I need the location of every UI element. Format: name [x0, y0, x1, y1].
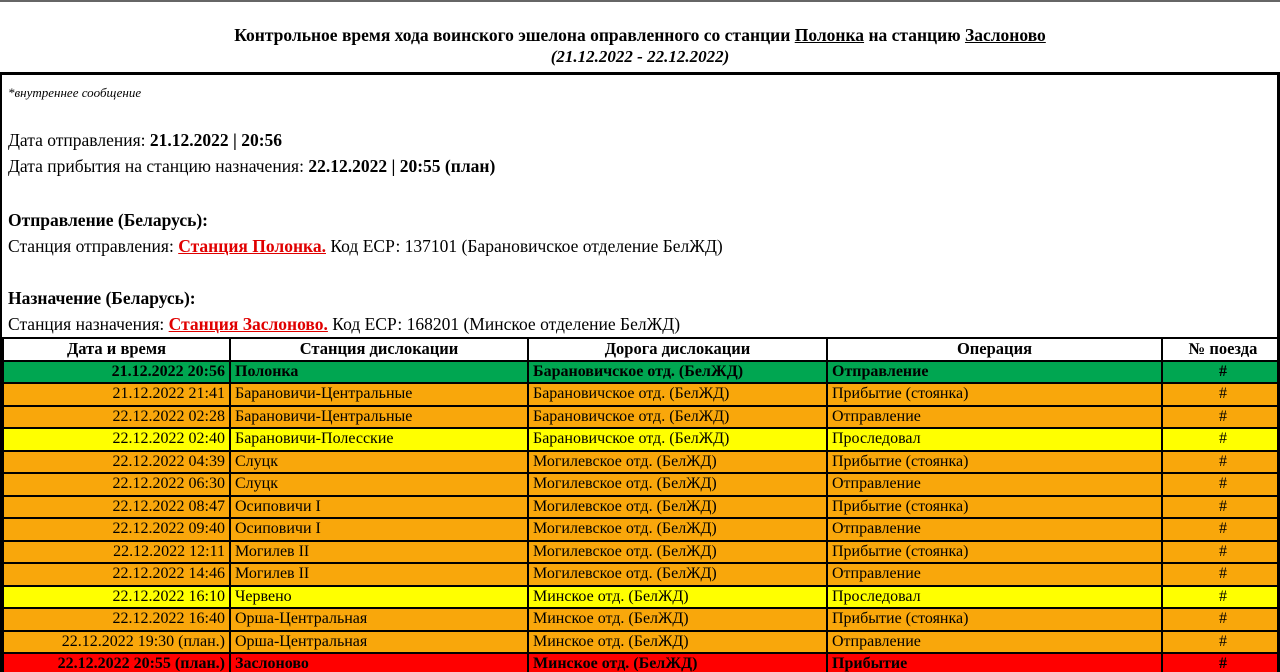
cell-operation: Отправление — [827, 631, 1162, 654]
title-prefix: Контрольное время хода воинского эшелона оправленного со станции — [234, 25, 795, 45]
cell-operation: Прибытие (стоянка) — [827, 541, 1162, 564]
cell-road: Могилевское отд. (БелЖД) — [528, 473, 827, 496]
cell-road: Могилевское отд. (БелЖД) — [528, 496, 827, 519]
cell-datetime: 21.12.2022 20:56 — [3, 361, 230, 384]
cell-datetime: 22.12.2022 12:11 — [3, 541, 230, 564]
cell-train-number: # — [1162, 518, 1280, 541]
cell-station: Могилев II — [230, 541, 528, 564]
table-row — [3, 586, 1280, 609]
cell-operation: Отправление — [827, 518, 1162, 541]
cell-road: Минское отд. (БелЖД) — [528, 653, 827, 672]
cell-road: Минское отд. (БелЖД) — [528, 586, 827, 609]
cell-road: Барановичское отд. (БелЖД) — [528, 406, 827, 429]
cell-train-number: # — [1162, 608, 1280, 631]
cell-operation: Прибытие — [827, 653, 1162, 672]
destination-station-label: Станция назначения: — [8, 314, 169, 334]
cell-train-number: # — [1162, 451, 1280, 474]
table-row — [3, 428, 1280, 451]
table-row — [3, 653, 1280, 672]
arrival-date-label: Дата прибытия на станцию назначения: — [8, 156, 309, 176]
origin-station-details: Код ЕСР: 137101 (Барановичское отделение БелЖД) — [326, 236, 723, 256]
table-row — [3, 496, 1280, 519]
cell-train-number: # — [1162, 586, 1280, 609]
cell-datetime: 22.12.2022 08:47 — [3, 496, 230, 519]
cell-datetime: 22.12.2022 20:55 (план.) — [3, 653, 230, 672]
departure-date-label: Дата отправления: — [8, 130, 150, 150]
cell-train-number: # — [1162, 563, 1280, 586]
internal-note: *внутреннее сообщение — [8, 85, 142, 100]
origin-station-link[interactable]: Станция Полонка. — [178, 236, 326, 256]
header-road: Дорога дислокации — [528, 338, 827, 361]
cell-station: Слуцк — [230, 451, 528, 474]
cell-road: Могилевское отд. (БелЖД) — [528, 518, 827, 541]
cell-operation: Прибытие (стоянка) — [827, 383, 1162, 406]
cell-train-number: # — [1162, 653, 1280, 672]
cell-road: Минское отд. (БелЖД) — [528, 631, 827, 654]
cell-station: Барановичи-Центральные — [230, 406, 528, 429]
table-row — [3, 631, 1280, 654]
arrival-date-value: 22.12.2022 | 20:55 (план) — [308, 156, 496, 176]
cell-operation: Прибытие (стоянка) — [827, 451, 1162, 474]
cell-station: Слуцк — [230, 473, 528, 496]
destination-station-link[interactable]: Станция Заслоново. — [168, 314, 328, 334]
cell-station: Орша-Центральная — [230, 631, 528, 654]
table-row — [3, 518, 1280, 541]
table-row — [3, 406, 1280, 429]
origin-station-line — [8, 233, 1277, 259]
cell-datetime: 22.12.2022 02:40 — [3, 428, 230, 451]
title-origin-station: Полонка — [794, 25, 865, 45]
cell-station: Барановичи-Полесские — [230, 428, 528, 451]
table-row — [3, 383, 1280, 406]
title-date-range: (21.12.2022 - 22.12.2022) — [550, 47, 730, 66]
cell-station: Полонка — [230, 361, 528, 384]
cell-train-number: # — [1162, 541, 1280, 564]
cell-datetime: 22.12.2022 19:30 (план.) — [3, 631, 230, 654]
report-body — [0, 72, 1280, 672]
cell-station: Червено — [230, 586, 528, 609]
cell-operation: Проследовал — [827, 586, 1162, 609]
cell-train-number: # — [1162, 496, 1280, 519]
cell-datetime: 22.12.2022 04:39 — [3, 451, 230, 474]
header-row — [3, 338, 1280, 361]
origin-station-label: Станция отправления: — [8, 236, 179, 256]
cell-operation: Отправление — [827, 563, 1162, 586]
timeline-table — [2, 337, 1280, 672]
cell-train-number: # — [1162, 406, 1280, 429]
cell-datetime: 22.12.2022 16:10 — [3, 586, 230, 609]
cell-datetime: 22.12.2022 02:28 — [3, 406, 230, 429]
cell-operation: Прибытие (стоянка) — [827, 608, 1162, 631]
cell-datetime: 22.12.2022 09:40 — [3, 518, 230, 541]
origin-section-header: Отправление (Беларусь): — [8, 210, 209, 230]
departure-date-line — [8, 127, 1277, 153]
cell-train-number: # — [1162, 383, 1280, 406]
table-row — [3, 563, 1280, 586]
cell-train-number: # — [1162, 361, 1280, 384]
cell-station: Осиповичи I — [230, 496, 528, 519]
cell-station: Орша-Центральная — [230, 608, 528, 631]
departure-date-value: 21.12.2022 | 20:56 — [149, 130, 283, 150]
cell-operation: Проследовал — [827, 428, 1162, 451]
cell-datetime: 22.12.2022 06:30 — [3, 473, 230, 496]
cell-operation: Отправление — [827, 406, 1162, 429]
title-destination-station: Заслоново — [964, 25, 1046, 45]
destination-station-details: Код ЕСР: 168201 (Минское отделение БелЖД) — [327, 314, 681, 334]
timeline-table-body — [3, 361, 1280, 672]
cell-station: Заслоново — [230, 653, 528, 672]
timeline-table-head — [3, 338, 1280, 361]
cell-datetime: 22.12.2022 16:40 — [3, 608, 230, 631]
header-operation: Операция — [827, 338, 1162, 361]
cell-station: Осиповичи I — [230, 518, 528, 541]
document-title-block — [0, 2, 1280, 72]
cell-datetime: 21.12.2022 21:41 — [3, 383, 230, 406]
cell-road: Могилевское отд. (БелЖД) — [528, 563, 827, 586]
cell-operation: Отправление — [827, 361, 1162, 384]
cell-train-number: # — [1162, 428, 1280, 451]
header-station: Станция дислокации — [230, 338, 528, 361]
table-row — [3, 361, 1280, 384]
table-row — [3, 473, 1280, 496]
cell-station: Барановичи-Центральные — [230, 383, 528, 406]
cell-road: Барановичское отд. (БелЖД) — [528, 428, 827, 451]
cell-road: Могилевское отд. (БелЖД) — [528, 541, 827, 564]
cell-datetime: 22.12.2022 14:46 — [3, 563, 230, 586]
header-datetime: Дата и время — [3, 338, 230, 361]
cell-operation: Отправление — [827, 473, 1162, 496]
cell-train-number: # — [1162, 473, 1280, 496]
table-row — [3, 541, 1280, 564]
cell-road: Барановичское отд. (БелЖД) — [528, 383, 827, 406]
cell-road: Могилевское отд. (БелЖД) — [528, 451, 827, 474]
cell-road: Минское отд. (БелЖД) — [528, 608, 827, 631]
table-row — [3, 608, 1280, 631]
destination-section-header: Назначение (Беларусь): — [8, 288, 196, 308]
table-row — [3, 451, 1280, 474]
cell-station: Могилев II — [230, 563, 528, 586]
header-train-number: № поезда — [1162, 338, 1280, 361]
cell-train-number: # — [1162, 631, 1280, 654]
cell-road: Барановичское отд. (БелЖД) — [528, 361, 827, 384]
title-middle: на станцию — [864, 25, 965, 45]
document-title — [0, 24, 1280, 46]
destination-station-line — [8, 311, 1277, 337]
cell-operation: Прибытие (стоянка) — [827, 496, 1162, 519]
arrival-date-line — [8, 153, 1277, 179]
